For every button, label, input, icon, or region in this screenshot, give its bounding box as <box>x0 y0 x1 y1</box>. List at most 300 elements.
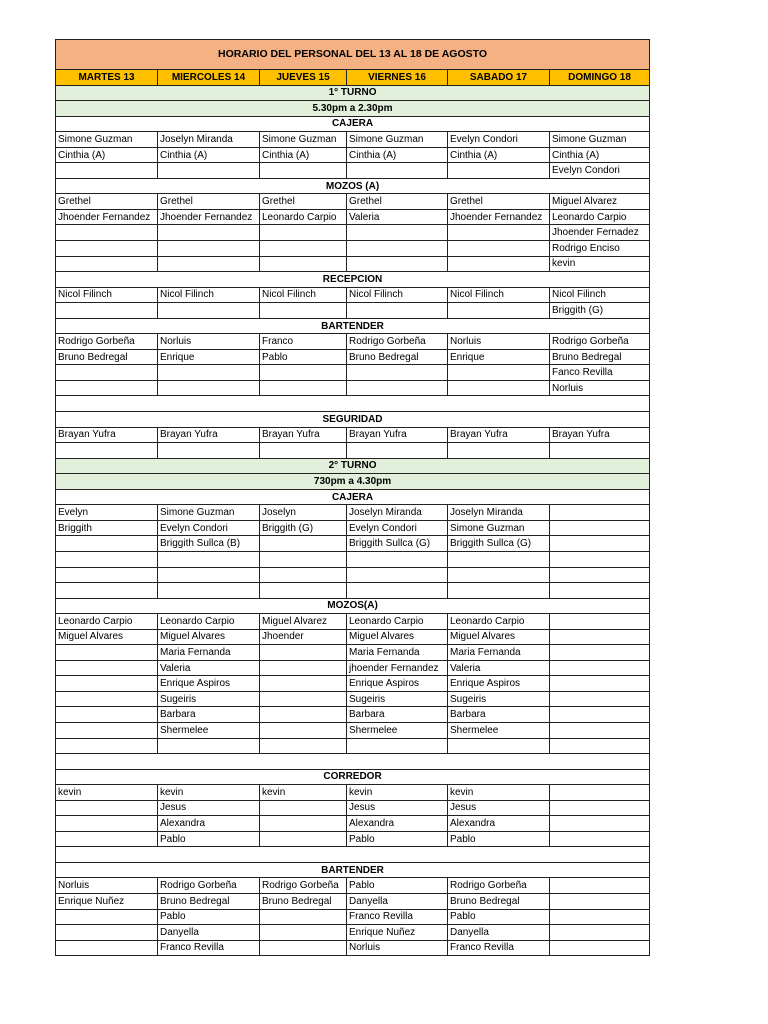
schedule-cell: Simone Guzman <box>260 132 347 148</box>
schedule-cell <box>56 645 158 661</box>
schedule-cell: Brayan Yufra <box>550 427 650 443</box>
days-header-row <box>56 70 650 86</box>
schedule-cell <box>56 707 158 723</box>
schedule-cell: Brayan Yufra <box>448 427 550 443</box>
schedule-row <box>56 722 650 738</box>
schedule-cell <box>550 909 650 925</box>
schedule-row <box>56 676 650 692</box>
schedule-cell: Pablo <box>448 831 550 847</box>
schedule-cell <box>260 567 347 583</box>
schedule-cell <box>260 380 347 396</box>
schedule-row <box>56 349 650 365</box>
schedule-cell: jhoender Fernandez <box>347 660 448 676</box>
schedule-row <box>56 909 650 925</box>
schedule-cell: Cinthia (A) <box>448 147 550 163</box>
schedule-cell <box>550 722 650 738</box>
schedule-cell <box>56 940 158 956</box>
schedule-cell <box>347 365 448 381</box>
schedule-cell: Brayan Yufra <box>260 427 347 443</box>
schedule-cell: Danyella <box>347 893 448 909</box>
schedule-cell: Valeria <box>158 660 260 676</box>
blank-cell <box>56 754 650 770</box>
section-row <box>56 862 650 878</box>
schedule-cell: Briggith Sullca (G) <box>347 536 448 552</box>
schedule-cell <box>550 614 650 630</box>
schedule-cell: Bruno Bedregal <box>260 893 347 909</box>
schedule-cell: Nicol Filinch <box>158 287 260 303</box>
schedule-cell: Jhoender Fernadez <box>550 225 650 241</box>
schedule-cell: Franco Revilla <box>448 940 550 956</box>
schedule-cell <box>56 691 158 707</box>
schedule-cell: Franco Revilla <box>347 909 448 925</box>
schedule-cell: Sugeiris <box>158 691 260 707</box>
schedule-cell: Briggith (G) <box>550 303 650 319</box>
schedule-cell <box>347 380 448 396</box>
schedule-cell <box>260 443 347 459</box>
schedule-cell: Danyella <box>448 925 550 941</box>
schedule-row <box>56 287 650 303</box>
schedule-cell <box>260 722 347 738</box>
schedule-cell <box>260 365 347 381</box>
section-row <box>56 489 650 505</box>
schedule-cell <box>158 738 260 754</box>
schedule-cell: Rodrigo Gorbeña <box>260 878 347 894</box>
schedule-cell: Pablo <box>158 831 260 847</box>
schedule-cell <box>158 365 260 381</box>
schedule-cell <box>56 551 158 567</box>
schedule-cell: Sugeiris <box>347 691 448 707</box>
schedule-cell: Grethel <box>260 194 347 210</box>
schedule-cell <box>56 660 158 676</box>
schedule-cell: Norluis <box>550 380 650 396</box>
schedule-cell <box>550 738 650 754</box>
schedule-cell <box>347 738 448 754</box>
schedule-cell: Enrique <box>448 349 550 365</box>
schedule-cell <box>550 505 650 521</box>
section-row <box>56 272 650 288</box>
schedule-cell: kevin <box>56 785 158 801</box>
schedule-cell <box>56 365 158 381</box>
schedule-cell: Bruno Bedregal <box>448 893 550 909</box>
schedule-cell <box>550 551 650 567</box>
schedule-row <box>56 738 650 754</box>
schedule-cell: Shermelee <box>347 722 448 738</box>
schedule-cell <box>550 520 650 536</box>
schedule-row <box>56 163 650 179</box>
schedule-cell <box>260 536 347 552</box>
schedule-cell: Joselyn Miranda <box>448 505 550 521</box>
schedule-cell <box>550 629 650 645</box>
schedule-cell: Grethel <box>158 194 260 210</box>
schedule-cell: Miguel Alvarez <box>550 194 650 210</box>
schedule-cell: Bruno Bedregal <box>158 893 260 909</box>
schedule-cell: kevin <box>158 785 260 801</box>
schedule-cell: Joselyn Miranda <box>347 505 448 521</box>
schedule-cell <box>347 256 448 272</box>
schedule-cell <box>260 676 347 692</box>
schedule-cell: Pablo <box>260 349 347 365</box>
schedule-cell: Rodrigo Gorbeña <box>56 334 158 350</box>
schedule-row <box>56 816 650 832</box>
schedule-cell <box>550 800 650 816</box>
schedule-cell <box>550 925 650 941</box>
schedule-cell <box>260 303 347 319</box>
schedule-row <box>56 256 650 272</box>
schedule-cell: Simone Guzman <box>550 132 650 148</box>
schedule-cell: Miguel Alvares <box>158 629 260 645</box>
schedule-cell: Franco <box>260 334 347 350</box>
section-label: SEGURIDAD <box>56 412 650 428</box>
schedule-cell: Valeria <box>347 209 448 225</box>
schedule-cell: Norluis <box>347 940 448 956</box>
schedule-cell: Bruno Bedregal <box>56 349 158 365</box>
schedule-cell: Nicol Filinch <box>260 287 347 303</box>
schedule-cell <box>158 443 260 459</box>
schedule-cell <box>448 365 550 381</box>
schedule-cell: Bruno Bedregal <box>347 349 448 365</box>
schedule-row <box>56 132 650 148</box>
schedule-cell: Alexandra <box>158 816 260 832</box>
schedule-row <box>56 583 650 599</box>
schedule-cell: Rodrigo Gorbeña <box>158 878 260 894</box>
shift-row <box>56 474 650 490</box>
schedule-cell: Shermelee <box>448 722 550 738</box>
schedule-cell <box>56 738 158 754</box>
schedule-cell <box>260 738 347 754</box>
shift-label: 1° TURNO <box>56 85 650 101</box>
blank-row <box>56 396 650 412</box>
schedule-cell <box>550 893 650 909</box>
schedule-row <box>56 893 650 909</box>
schedule-cell: Shermelee <box>158 722 260 738</box>
shift-row <box>56 101 650 117</box>
schedule-cell <box>260 940 347 956</box>
schedule-cell <box>56 567 158 583</box>
day-header: SABADO 17 <box>448 70 550 86</box>
schedule-cell <box>260 241 347 257</box>
schedule-cell: Briggith Sullca (G) <box>448 536 550 552</box>
schedule-cell <box>260 691 347 707</box>
schedule-row <box>56 194 650 210</box>
section-row <box>56 412 650 428</box>
schedule-row <box>56 800 650 816</box>
schedule-cell: Franco Revilla <box>158 940 260 956</box>
schedule-cell <box>347 583 448 599</box>
schedule-cell: Jhoender Fernandez <box>158 209 260 225</box>
schedule-cell: Brayan Yufra <box>158 427 260 443</box>
schedule-row <box>56 878 650 894</box>
schedule-cell: Joselyn <box>260 505 347 521</box>
schedule-cell <box>550 940 650 956</box>
section-label: BARTENDER <box>56 318 650 334</box>
schedule-cell <box>448 303 550 319</box>
schedule-row <box>56 225 650 241</box>
schedule-row <box>56 691 650 707</box>
schedule-cell: Jesus <box>347 800 448 816</box>
schedule-cell <box>550 660 650 676</box>
schedule-cell <box>260 800 347 816</box>
section-row <box>56 178 650 194</box>
schedule-cell <box>550 691 650 707</box>
schedule-cell <box>56 831 158 847</box>
shift-row <box>56 458 650 474</box>
schedule-cell: Miguel Alvares <box>56 629 158 645</box>
section-label: CAJERA <box>56 489 650 505</box>
schedule-cell: Leonardo Carpio <box>347 614 448 630</box>
blank-cell <box>56 847 650 863</box>
schedule-cell <box>260 551 347 567</box>
schedule-cell: Enrique Nuñez <box>56 893 158 909</box>
schedule-cell: Jesus <box>158 800 260 816</box>
schedule-cell: Evelyn Condori <box>347 520 448 536</box>
schedule-cell <box>56 909 158 925</box>
day-header: MARTES 13 <box>56 70 158 86</box>
schedule-cell <box>448 583 550 599</box>
schedule-cell: Nicol Filinch <box>448 287 550 303</box>
schedule-cell: Nicol Filinch <box>347 287 448 303</box>
schedule-cell: Simone Guzman <box>347 132 448 148</box>
schedule-cell <box>260 816 347 832</box>
schedule-row <box>56 645 650 661</box>
schedule-cell: Enrique Aspiros <box>347 676 448 692</box>
schedule-cell: Joselyn Miranda <box>158 132 260 148</box>
schedule-row <box>56 940 650 956</box>
schedule-cell: Grethel <box>347 194 448 210</box>
schedule-cell: Pablo <box>347 831 448 847</box>
schedule-row <box>56 147 650 163</box>
schedule-cell <box>260 660 347 676</box>
schedule-cell <box>448 567 550 583</box>
schedule-cell <box>347 225 448 241</box>
schedule-cell <box>260 909 347 925</box>
schedule-cell: Cinthia (A) <box>158 147 260 163</box>
schedule-row <box>56 614 650 630</box>
schedule-cell: Grethel <box>448 194 550 210</box>
schedule-cell <box>158 583 260 599</box>
schedule-cell: Evelyn Condori <box>550 163 650 179</box>
day-header: VIERNES 16 <box>347 70 448 86</box>
schedule-row <box>56 520 650 536</box>
schedule-cell: Simone Guzman <box>448 520 550 536</box>
schedule-row <box>56 380 650 396</box>
section-row <box>56 116 650 132</box>
schedule-row <box>56 707 650 723</box>
schedule-cell <box>550 536 650 552</box>
schedule-cell <box>260 831 347 847</box>
schedule-cell <box>448 256 550 272</box>
schedule-cell: Jhoender Fernandez <box>448 209 550 225</box>
schedule-cell <box>448 163 550 179</box>
schedule-row <box>56 629 650 645</box>
schedule-cell: Sugeiris <box>448 691 550 707</box>
schedule-cell <box>56 722 158 738</box>
shift-label: 2° TURNO <box>56 458 650 474</box>
blank-cell <box>56 396 650 412</box>
schedule-cell: Evelyn Condori <box>448 132 550 148</box>
schedule-cell: Leonardo Carpio <box>260 209 347 225</box>
schedule-row <box>56 567 650 583</box>
schedule-cell <box>56 816 158 832</box>
schedule-cell: Norluis <box>448 334 550 350</box>
schedule-cell: Alexandra <box>347 816 448 832</box>
schedule-cell: kevin <box>550 256 650 272</box>
schedule-cell: Valeria <box>448 660 550 676</box>
schedule-cell: Enrique Aspiros <box>158 676 260 692</box>
schedule-cell: Cinthia (A) <box>347 147 448 163</box>
schedule-cell: Barbara <box>158 707 260 723</box>
schedule-cell: Rodrigo Gorbeña <box>550 334 650 350</box>
schedule-cell: Barbara <box>347 707 448 723</box>
blank-row <box>56 847 650 863</box>
schedule-cell <box>347 241 448 257</box>
schedule-cell <box>56 536 158 552</box>
schedule-cell <box>550 785 650 801</box>
schedule-cell: Rodrigo Gorbeña <box>448 878 550 894</box>
schedule-cell: Briggith Sullca (B) <box>158 536 260 552</box>
schedule-cell <box>448 241 550 257</box>
schedule-cell <box>56 303 158 319</box>
blank-row <box>56 754 650 770</box>
schedule-cell <box>260 925 347 941</box>
schedule-cell: Simone Guzman <box>158 505 260 521</box>
schedule-cell <box>158 163 260 179</box>
schedule-row <box>56 303 650 319</box>
section-row <box>56 598 650 614</box>
schedule-cell <box>550 443 650 459</box>
schedule-cell <box>158 551 260 567</box>
schedule-cell: Cinthia (A) <box>550 147 650 163</box>
schedule-cell <box>550 567 650 583</box>
schedule-cell <box>260 225 347 241</box>
schedule-cell <box>158 225 260 241</box>
title-row <box>56 40 650 70</box>
schedule-cell: kevin <box>448 785 550 801</box>
schedule-cell: Briggith <box>56 520 158 536</box>
schedule-cell: Maria Fernanda <box>158 645 260 661</box>
schedule-cell: Brayan Yufra <box>56 427 158 443</box>
schedule-cell <box>347 567 448 583</box>
schedule-cell <box>56 256 158 272</box>
section-label: MOZOS (A) <box>56 178 650 194</box>
schedule-row <box>56 831 650 847</box>
schedule-cell <box>158 303 260 319</box>
day-header: DOMINGO 18 <box>550 70 650 86</box>
schedule-cell <box>56 583 158 599</box>
schedule-cell <box>448 380 550 396</box>
shift-label: 5.30pm a 2.30pm <box>56 101 650 117</box>
schedule-cell: Jhoender <box>260 629 347 645</box>
schedule-cell <box>448 551 550 567</box>
schedule-cell: Leonardo Carpio <box>550 209 650 225</box>
schedule-cell: Leonardo Carpio <box>56 614 158 630</box>
schedule-cell <box>56 225 158 241</box>
schedule-row <box>56 334 650 350</box>
schedule-cell <box>550 583 650 599</box>
section-label: RECEPCION <box>56 272 650 288</box>
schedule-cell: Pablo <box>448 909 550 925</box>
schedule-cell: Briggith (G) <box>260 520 347 536</box>
schedule-cell: Simone Guzman <box>56 132 158 148</box>
schedule-cell <box>56 676 158 692</box>
schedule-cell <box>56 163 158 179</box>
section-row <box>56 769 650 785</box>
schedule-row <box>56 925 650 941</box>
schedule-cell: Jhoender Fernandez <box>56 209 158 225</box>
schedule-cell: Fanco Revilla <box>550 365 650 381</box>
schedule-cell <box>56 443 158 459</box>
schedule-cell: Bruno Bedregal <box>550 349 650 365</box>
schedule-cell <box>158 256 260 272</box>
schedule-cell: Barbara <box>448 707 550 723</box>
schedule-cell: Evelyn Condori <box>158 520 260 536</box>
schedule-cell <box>158 567 260 583</box>
schedule-row <box>56 427 650 443</box>
schedule-cell: Miguel Alvarez <box>260 614 347 630</box>
day-header: MIERCOLES 14 <box>158 70 260 86</box>
schedule-cell: Leonardo Carpio <box>158 614 260 630</box>
schedule-cell <box>347 163 448 179</box>
schedule-cell: Rodrigo Gorbeña <box>347 334 448 350</box>
section-row <box>56 318 650 334</box>
shift-label: 730pm a 4.30pm <box>56 474 650 490</box>
schedule-cell <box>347 551 448 567</box>
schedule-cell: Rodrigo Enciso <box>550 241 650 257</box>
section-label: MOZOS(A) <box>56 598 650 614</box>
schedule-row <box>56 660 650 676</box>
schedule-cell: Danyella <box>158 925 260 941</box>
schedule-cell: Cinthia (A) <box>260 147 347 163</box>
schedule-title: HORARIO DEL PERSONAL DEL 13 AL 18 DE AGOSTO <box>56 40 650 70</box>
schedule-cell: kevin <box>260 785 347 801</box>
schedule-cell <box>448 443 550 459</box>
schedule-row <box>56 785 650 801</box>
schedule-cell: Maria Fernanda <box>347 645 448 661</box>
schedule-cell <box>347 303 448 319</box>
schedule-row <box>56 443 650 459</box>
schedule-cell: Leonardo Carpio <box>448 614 550 630</box>
schedule-cell <box>260 583 347 599</box>
schedule-cell: Miguel Alvares <box>347 629 448 645</box>
schedule-cell <box>56 925 158 941</box>
schedule-cell <box>448 225 550 241</box>
schedule-cell <box>260 645 347 661</box>
schedule-cell: Nicol Filinch <box>550 287 650 303</box>
schedule-cell <box>347 443 448 459</box>
schedule-cell <box>550 645 650 661</box>
schedule-cell: Maria Fernanda <box>448 645 550 661</box>
schedule-cell: Cinthia (A) <box>56 147 158 163</box>
schedule-cell <box>550 816 650 832</box>
schedule-cell: Norluis <box>56 878 158 894</box>
section-label: CORREDOR <box>56 769 650 785</box>
schedule-row <box>56 365 650 381</box>
schedule-cell: Jesus <box>448 800 550 816</box>
section-label: BARTENDER <box>56 862 650 878</box>
schedule-cell: Miguel Alvares <box>448 629 550 645</box>
schedule-cell: Norluis <box>158 334 260 350</box>
schedule-cell <box>56 380 158 396</box>
schedule-cell <box>260 256 347 272</box>
schedule-row <box>56 505 650 521</box>
schedule-cell <box>550 676 650 692</box>
schedule-cell: Pablo <box>158 909 260 925</box>
schedule-cell <box>56 241 158 257</box>
schedule-row <box>56 241 650 257</box>
schedule-cell: Evelyn <box>56 505 158 521</box>
schedule-cell <box>260 163 347 179</box>
schedule-cell: Pablo <box>347 878 448 894</box>
section-label: CAJERA <box>56 116 650 132</box>
